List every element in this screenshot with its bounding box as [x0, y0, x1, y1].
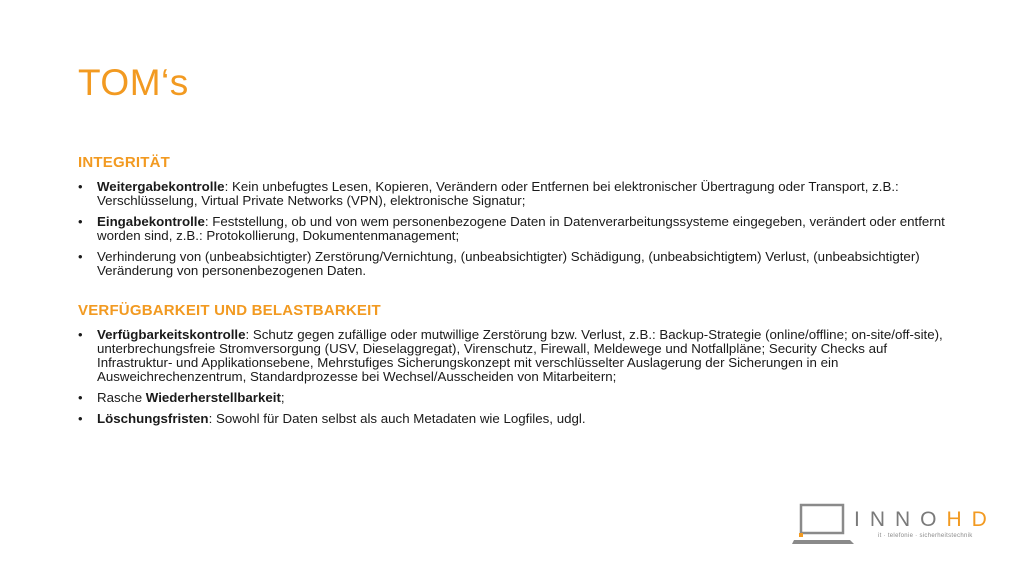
bullet-text: : Schutz gegen zufällige oder mutwillige Zerstörung bzw. Verlust, z.B.: Backup-Strategie (online/offline; on-site/off-site), unterbrechungsfreie Stromversorgung (USV, Dieselaggregat), Virenschutz, Firewall, Meldewege und Notfallpläne; Security Checks auf Infrastruktur- und Applikationsebene, Mehrstufiges Sicherungskonzept mit verschlüsselter Auslagerung der Sicherungen in ein Ausweichrechenzentrum, Standardprozesse bei Wechsel/Ausscheiden von Mitarbeitern; [97, 327, 943, 384]
bullet-text: : Sowohl für Daten selbst als auch Metadaten wie Logfiles, udgl. [208, 411, 586, 426]
bullet-text: : Kein unbefugtes Lesen, Kopieren, Verändern oder Entfernen bei elektronischer Übertragung oder Transport, z.B.: Verschlüsselung, Virtual Private Networks (VPN), elektronische Signatur; [97, 179, 899, 208]
logo-wordmark [854, 508, 997, 532]
logo-tagline: it · telefonie · sicherheitstechnik [878, 533, 973, 539]
bullet-text: : Feststellung, ob und von wem personenbezogene Daten in Datenverarbeitungssysteme eingegeben, verändert oder entfernt worden sind, z.B.: Protokollierung, Dokumentenmanagement; [97, 214, 945, 243]
list-item [78, 328, 948, 384]
laptop-logo-icon [792, 502, 856, 546]
bullet-bold-term: Verfügbarkeitskontrolle [97, 327, 246, 342]
logo-wordmark-part1: INNO [854, 508, 947, 531]
section-heading-verfuegbarkeit: VERFÜGBARKEIT UND BELASTBARKEIT [78, 302, 381, 319]
list-item [78, 215, 948, 243]
bullet-bold-term: Weitergabekontrolle [97, 179, 225, 194]
bullet-list-integritaet [78, 180, 948, 278]
bullet-bold-term: Löschungsfristen [97, 411, 209, 426]
bullet-bold-term: Wiederherstellbarkeit [145, 390, 281, 405]
list-item [78, 250, 948, 278]
company-logo [792, 502, 1002, 550]
list-item [78, 391, 948, 405]
bullet-text: ; [280, 390, 285, 405]
bullet-bold-term: Eingabekontrolle [97, 214, 205, 229]
list-item [78, 412, 948, 426]
bullet-text: Verhinderung von (unbeabsichtigter) Zerstörung/Vernichtung, (unbeabsichtigter) Schädigung, (unbeabsichtigtem) Verlust, (unbeabsichtigter) Veränderung von personenbezogenen Daten. [97, 249, 920, 278]
bullet-list-verfuegbarkeit [78, 328, 948, 426]
list-item [78, 180, 948, 208]
section-heading-integritaet: INTEGRITÄT [78, 154, 170, 171]
slide-title: TOM‘s [78, 62, 189, 103]
logo-wordmark-part2: HD [946, 508, 997, 531]
slide-content [78, 154, 948, 433]
bullet-prefix: Rasche [97, 390, 146, 405]
